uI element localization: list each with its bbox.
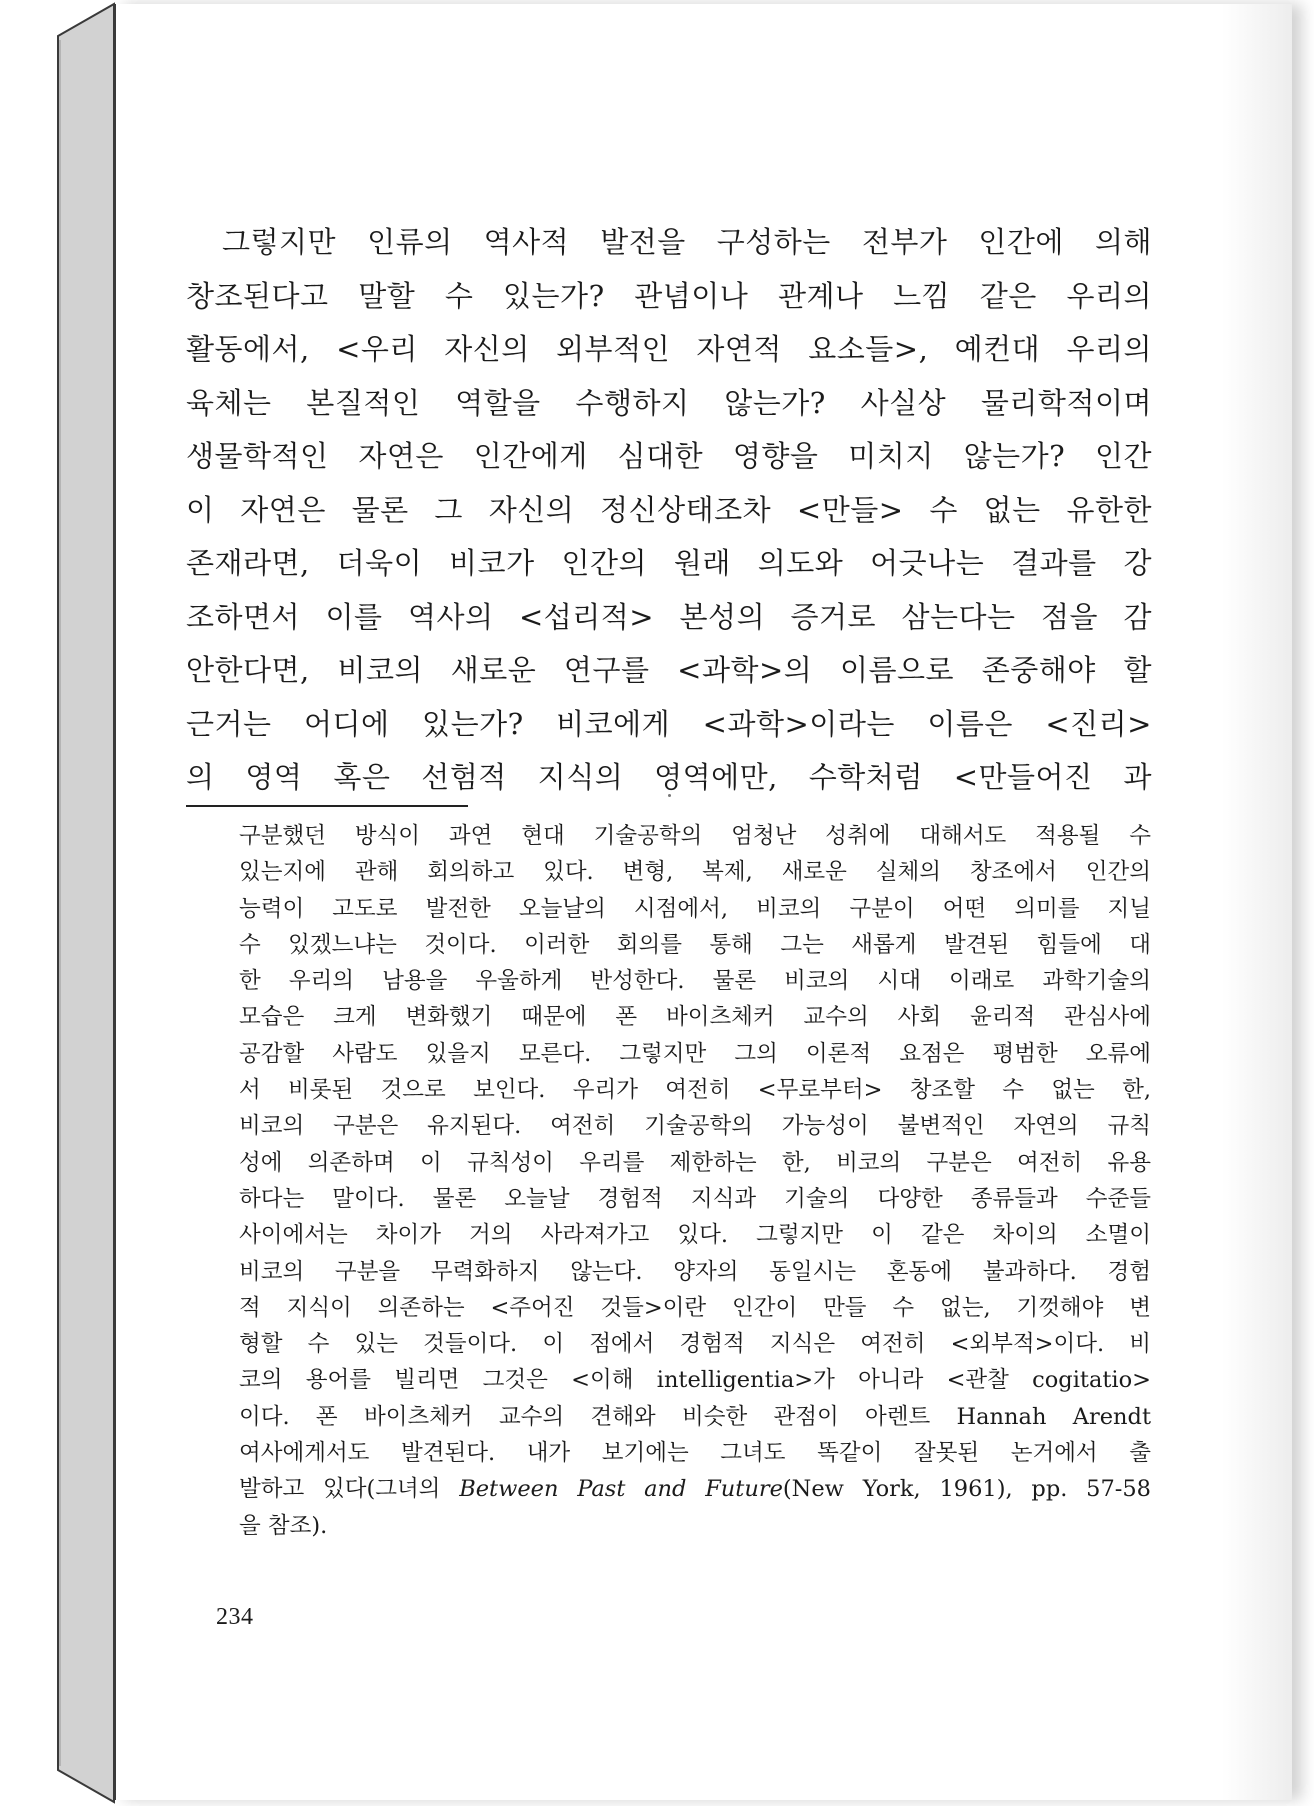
footnote-line: 있는지에 관해 회의하고 있다. 변형, 복제, 새로운 실체의 창조에서 인간의 — [239, 859, 1151, 886]
book-spine — [0, 0, 120, 1806]
main-line: 생물학적인 자연은 인간에게 심대한 영향을 미치지 않는가? 인간 — [186, 439, 1152, 473]
footnote-line: 코의 용어를 빌리면 그것은 <이해 intelligentia>가 아니라 <관찰 cogitatio> — [239, 1367, 1151, 1394]
footnote-line: 한 우리의 남용을 우울하게 반성한다. 물론 비코의 시대 이래로 과학기술의 — [239, 968, 1151, 995]
page-number: 234 — [216, 1604, 254, 1630]
footnote-reference-line — [239, 1471, 1151, 1507]
footnote-line: 수 있겠느냐는 것이다. 이러한 회의를 통해 그는 새롭게 발견된 힘들에 대 — [239, 931, 1151, 958]
footnote-ref-after: (New York, 1961), pp. 57-58 — [782, 1476, 1151, 1503]
footnote-line: 능력이 고도로 발전한 오늘날의 시점에서, 비코의 구분이 어떤 의미를 지닐 — [239, 895, 1151, 922]
main-line: 활동에서, <우리 자신의 외부적인 자연적 요소들>, 예컨대 우리의 — [186, 332, 1152, 366]
footnote-line: 사이에서는 차이가 거의 사라져가고 있다. 그렇지만 이 같은 차이의 소멸이 — [239, 1222, 1151, 1249]
footnote-line: 적 지식이 의존하는 <주어진 것들>이란 인간이 만들 수 없는, 기껏해야 변 — [239, 1294, 1151, 1321]
footnote-line: 성에 의존하며 이 규칙성이 우리를 제한하는 한, 비코의 구분은 여전히 유용 — [239, 1149, 1151, 1176]
footnote-line: 서 비롯된 것으로 보인다. 우리가 여전히 <무로부터> 창조할 수 없는 한, — [239, 1077, 1151, 1104]
footnote-line: 여사에게서도 발견된다. 내가 보기에는 그녀도 똑같이 잘못된 논거에서 출 — [239, 1440, 1151, 1467]
main-paragraph — [186, 216, 1152, 805]
main-line: 육체는 본질적인 역할을 수행하지 않는가? 사실상 물리학적이며 — [186, 385, 1152, 420]
book-title: Between Past and Future — [459, 1476, 783, 1503]
footnote-line: 이다. 폰 바이츠체커 교수의 견해와 비슷한 관점이 아렌트 Hannah Arendt — [239, 1403, 1151, 1430]
footnote-line: 비코의 구분을 무력화하지 않는다. 양자의 동일시는 혼동에 불과하다. 경험 — [239, 1258, 1151, 1285]
main-line: 안한다면, 비코의 새로운 연구를 <과학>의 이름으로 존중해야 할 — [186, 653, 1152, 687]
footnote-line: 공감할 사람도 있을지 모른다. 그렇지만 그의 이론적 요점은 평범한 오류에 — [239, 1040, 1151, 1067]
footnote-divider — [186, 805, 468, 807]
main-line: 존재라면, 더욱이 비코가 인간의 원래 의도와 어긋나는 결과를 강 — [186, 546, 1152, 580]
print-speck — [668, 794, 671, 797]
footnote-ref-before: 발하고 있다(그녀의 — [239, 1476, 460, 1503]
main-line: 이 자연은 물론 그 자신의 정신상태조차 <만들> 수 없는 유한한 — [186, 492, 1152, 527]
footnote-line: 모습은 크게 변화했기 때문에 폰 바이츠체커 교수의 사회 윤리적 관심사에 — [239, 1004, 1151, 1031]
footnote-line: 비코의 구분은 유지된다. 여전히 기술공학의 가능성이 불변적인 자연의 규칙 — [239, 1113, 1151, 1140]
main-line: 의 영역 혹은 선험적 지식의 영역에만, 수학처럼 <만들어진 과 — [186, 760, 1152, 794]
main-line: 근거는 어디에 있는가? 비코에게 <과학>이라는 이름은 <진리> — [186, 706, 1152, 741]
footnote-line: 구분했던 방식이 과연 현대 기술공학의 엄청난 성취에 대해서도 적용될 수 — [239, 823, 1151, 849]
page-edge-shade — [1222, 4, 1292, 1800]
footnote-line: 을 참조). — [239, 1512, 328, 1539]
footnote — [239, 818, 1151, 1544]
main-line: 조하면서 이를 역사의 <섭리적> 본성의 증거로 삼는다는 점을 감 — [186, 599, 1152, 634]
main-line: 창조된다고 말할 수 있는가? 관념이나 관계나 느낌 같은 우리의 — [186, 278, 1152, 313]
footnote-line: 하다는 말이다. 물론 오늘날 경험적 지식과 기술의 다양한 종류들과 수준들 — [239, 1185, 1151, 1212]
footnote-line: 형할 수 있는 것들이다. 이 점에서 경험적 지식은 여전히 <외부적>이다. 비 — [239, 1331, 1151, 1358]
main-line: 그렇지만 인류의 역사적 발전을 구성하는 전부가 인간에 의해 — [222, 225, 1152, 259]
